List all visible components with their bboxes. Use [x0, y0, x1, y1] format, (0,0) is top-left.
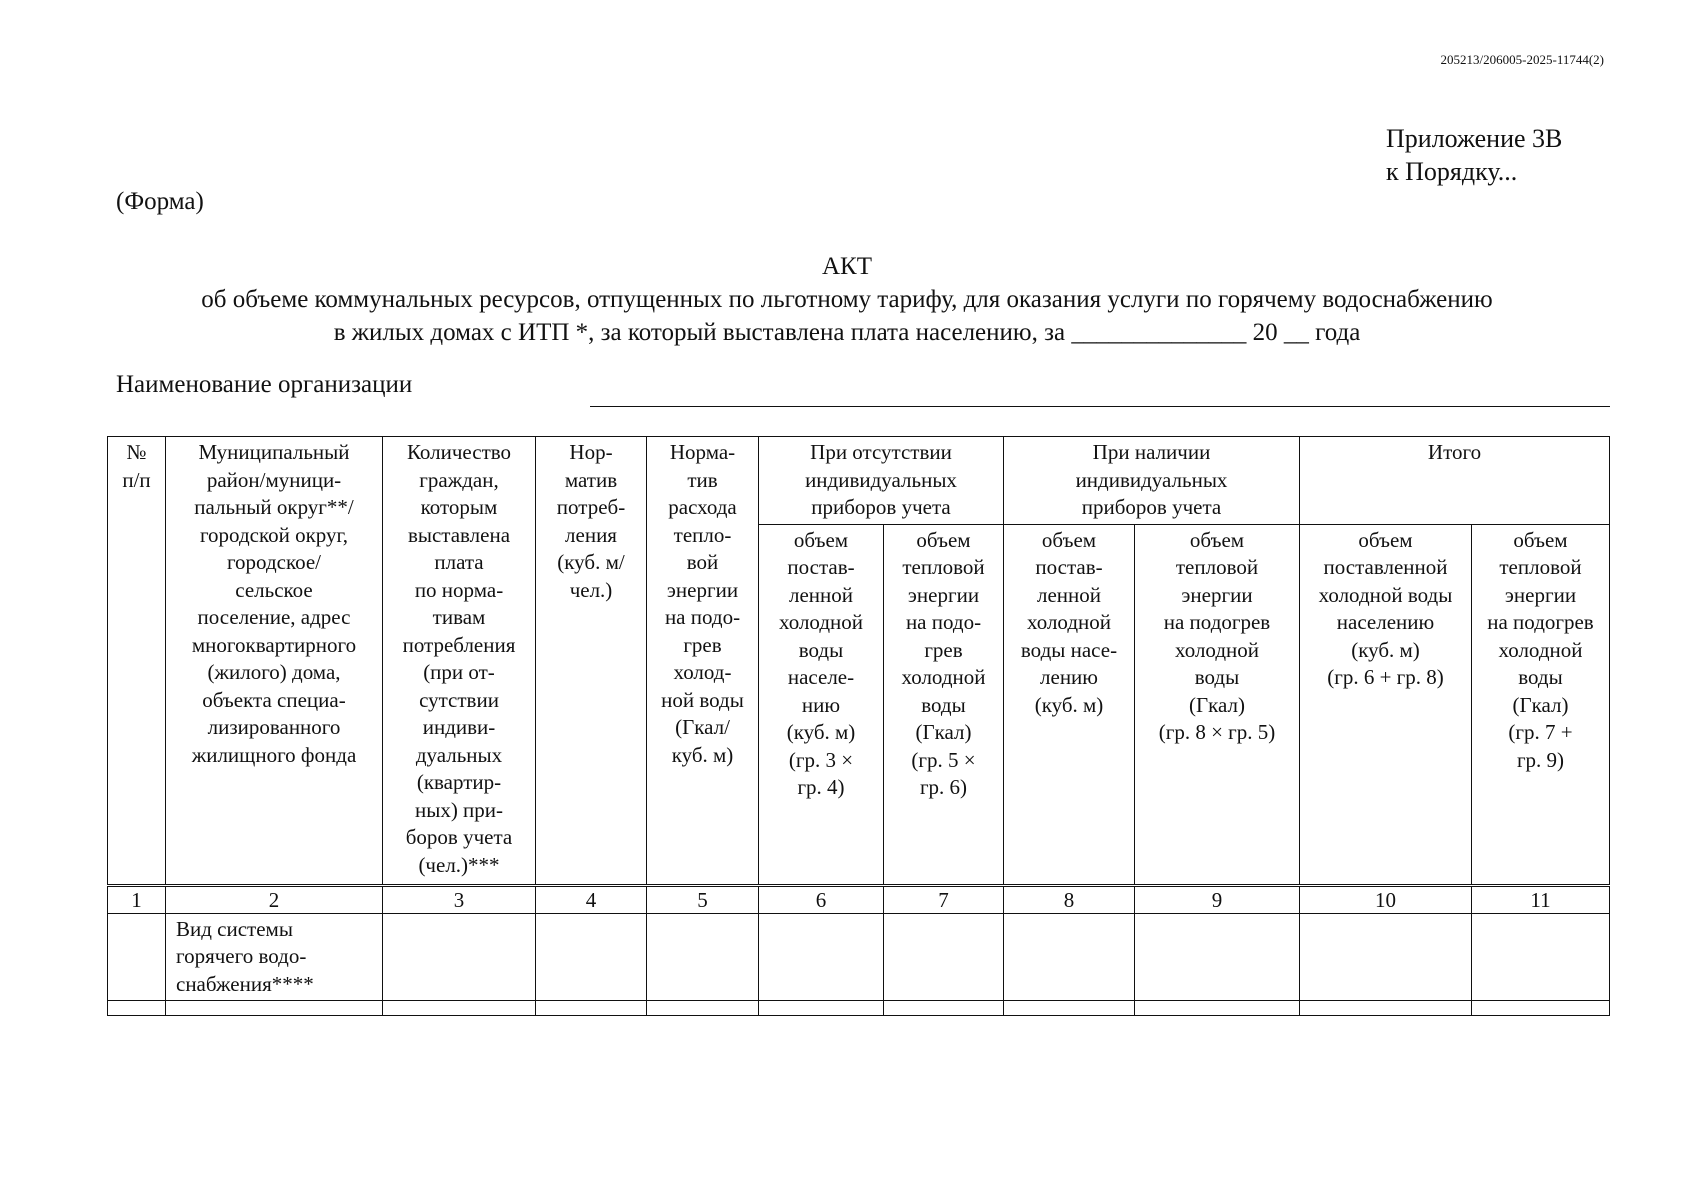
column-number: 6	[759, 885, 884, 913]
table-cell	[108, 1001, 166, 1016]
title-line-1: АКТ	[822, 253, 872, 280]
table-cell	[1472, 913, 1610, 1001]
column-number: 10	[1300, 885, 1472, 913]
table-cell	[1300, 913, 1472, 1001]
header-col-4: Нор- матив потреб- ления (куб. м/ чел.)	[536, 437, 647, 886]
organization-label: Наименование организации	[116, 371, 413, 398]
form-label: (Форма)	[116, 188, 204, 215]
header-col-2: Муниципальный район/муници- пальный округ**/ городской округ, городское/ сельское поселение, адрес многоквартирного (жилого) дома, объекта специа- лизированного жилищного фонда	[166, 437, 383, 886]
table-cell	[647, 913, 759, 1001]
column-number: 1	[108, 885, 166, 913]
header-row-groups	[108, 437, 1610, 525]
table-cell	[108, 913, 166, 1001]
table-cell	[1135, 1001, 1300, 1016]
table-cell	[884, 913, 1004, 1001]
column-number: 2	[166, 885, 383, 913]
column-number: 3	[383, 885, 536, 913]
appendix-reference	[1386, 122, 1562, 188]
table-cell	[884, 1001, 1004, 1016]
title-line-2: об объеме коммунальных ресурсов, отпущенных по льготному тарифу, для оказания услуги по горячему водоснабжению	[201, 286, 1493, 313]
header-col-1: № п/п	[108, 437, 166, 886]
table-cell	[1004, 913, 1135, 1001]
table-cell	[536, 1001, 647, 1016]
header-col-5: Норма- тив расхода тепло- вой энергии на подо- грев холод- ной воды (Гкал/ куб. м)	[647, 437, 759, 886]
table-cell	[1135, 913, 1300, 1001]
table-cell	[166, 1001, 383, 1016]
appendix-line-2: к Порядку...	[1386, 157, 1518, 186]
title-line-3: в жилых домах с ИТП *, за который выставлена плата населению, за ______________ 20 __ года	[333, 319, 1361, 346]
table-cell	[383, 913, 536, 1001]
document-number: 205213/206005-2025-11744(2)	[1440, 52, 1604, 67]
column-number: 5	[647, 885, 759, 913]
table-cell	[759, 1001, 884, 1016]
header-col-3: Количество граждан, которым выставлена плата по норма- тивам потребления (при от- сутствии индиви- дуальных (квартир- ных) при- боров учета (чел.)***	[383, 437, 536, 886]
table-cell	[1004, 1001, 1135, 1016]
header-group-absent: При отсутствии индивидуальных приборов учета	[759, 437, 1004, 525]
organization-name-blank	[590, 406, 1610, 407]
document-title	[0, 250, 1694, 349]
table-cell	[536, 913, 647, 1001]
column-number: 9	[1135, 885, 1300, 913]
hot-water-system-type-label: Вид системы горячего водо- снабжения****	[166, 913, 383, 1001]
table-cell	[759, 913, 884, 1001]
header-col-10: объем поставленной холодной воды населению (куб. м) (гр. 6 + гр. 8)	[1300, 524, 1472, 885]
column-number: 8	[1004, 885, 1135, 913]
table-row	[108, 1001, 1610, 1016]
table-cell	[647, 1001, 759, 1016]
header-col-6: объем постав- ленной холодной воды населе- нию (куб. м) (гр. 3 × гр. 4)	[759, 524, 884, 885]
table-cell	[383, 1001, 536, 1016]
table-cell	[1472, 1001, 1610, 1016]
header-group-total: Итого	[1300, 437, 1610, 525]
table-cell	[1300, 1001, 1472, 1016]
column-number: 11	[1472, 885, 1610, 913]
header-col-8: объем постав- ленной холодной воды насе- лению (куб. м)	[1004, 524, 1135, 885]
resource-volume-table	[107, 436, 1610, 1016]
header-group-present: При наличии индивидуальных приборов учета	[1004, 437, 1300, 525]
column-number: 7	[884, 885, 1004, 913]
column-number-row	[108, 885, 1610, 913]
column-number: 4	[536, 885, 647, 913]
appendix-line-1: Приложение 3В	[1386, 124, 1563, 153]
header-col-11: объем тепловой энергии на подогрев холодной воды (Гкал) (гр. 7 + гр. 9)	[1472, 524, 1610, 885]
header-col-9: объем тепловой энергии на подогрев холодной воды (Гкал) (гр. 8 × гр. 5)	[1135, 524, 1300, 885]
header-col-7: объем тепловой энергии на подо- грев холодной воды (Гкал) (гр. 5 × гр. 6)	[884, 524, 1004, 885]
table-row	[108, 913, 1610, 1001]
